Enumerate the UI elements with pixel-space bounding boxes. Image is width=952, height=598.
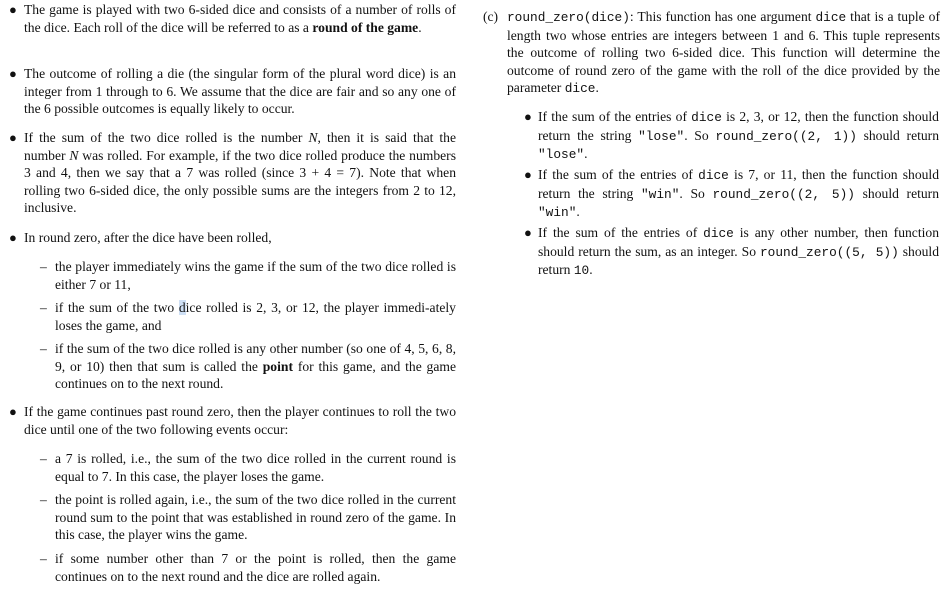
function-description: (c) round_zero(dice): This function has one argument dice that is a tuple of length two whose entries are integers between 1 and 6. This tuple represents the outcome of rolling two 6-sided dice. This function will determine the outcome of round zero of the game with the roll of the dice provided by the parameter dice. [483, 9, 940, 97]
bullet-rounds [7, 1, 456, 36]
text-selection[interactable]: d [178, 300, 186, 315]
bullet-dot: ● [9, 66, 17, 81]
bullet-dot: ● [9, 2, 17, 17]
subitem-other: – if some number other than 7 or the point is rolled, then the game continues on to the next round and the dice are rolled again. [40, 551, 456, 584]
subitem-win: – the player immediately wins the game if the sum of the two dice rolled is either 7 or 11, [40, 259, 456, 292]
case-win: ● If the sum of the entries of dice is 7, or 11, then the function should return the string "win". So round_zero((2, 5)) should return "win". [524, 167, 940, 221]
bullet-outcome: ● The outcome of rolling a die (the singular form of the plural word dice) is an integer from 1 through to 6. We assume that the dice are fair and so any one of the 6 possible outcomes is equally likely to occur. [9, 66, 456, 117]
subitem-point-again: – the point is rolled again, i.e., the sum of the two dice rolled in the current round sum to the point that was established in round zero of the game. In this case, the player wins the game. [40, 492, 456, 543]
bullet-text: The game is played with two 6-sided dice and consists of a number of rolls of the dice. Each roll of the dice will be referred to as a round of the game. [24, 2, 456, 35]
bullet-dot: ● [524, 225, 532, 240]
function-signature: round_zero(dice) [507, 10, 630, 25]
case-other: ● If the sum of the entries of dice is any other number, then function should return the sum, as an integer. So round_zero((5, 5)) should return 10. [524, 225, 939, 279]
bullet-dot: ● [9, 404, 17, 419]
subitem-point: – if the sum of the two dice rolled is any other number (so one of 4, 5, 6, 8, 9, or 10) then that sum is called the point for this game, and the game continues on to the next round. [40, 341, 456, 392]
bullet-dot: ● [9, 130, 17, 145]
bullet-dot: ● [524, 167, 532, 182]
bullet-continue: ● If the game continues past round zero, then the player continues to roll the two dice until one of the two following events occur: [9, 404, 456, 437]
bullet-round-zero: ● In round zero, after the dice have been rolled, [9, 230, 272, 245]
subitem-seven: – a 7 is rolled, i.e., the sum of the two dice rolled in the current round is equal to 7. In this case, the player loses the game. [40, 451, 456, 484]
case-lose: ● If the sum of the entries of dice is 2, 3, or 12, then the function should return the string "lose". So round_zero((2, 1)) should return "lose". [524, 109, 939, 163]
subitem-lose: – if the sum of the two dice rolled is 2, 3, or 12, the player immedi-ately loses the game, and [40, 300, 456, 333]
bullet-dot: ● [9, 230, 17, 245]
item-label: (c) [483, 9, 499, 24]
bullet-dot: ● [524, 109, 532, 124]
bullet-sum: ● If the sum of the two dice rolled is the number N, then it is said that the number N was rolled. For example, if the two dice rolled produce the numbers 3 and 4, then we say that a 7 was rolled (since 3 + 4 = 7). Note that when rolling two 6-sided dice, the only possible sums are the integers from 2 to 12, inclusive. [9, 130, 457, 216]
